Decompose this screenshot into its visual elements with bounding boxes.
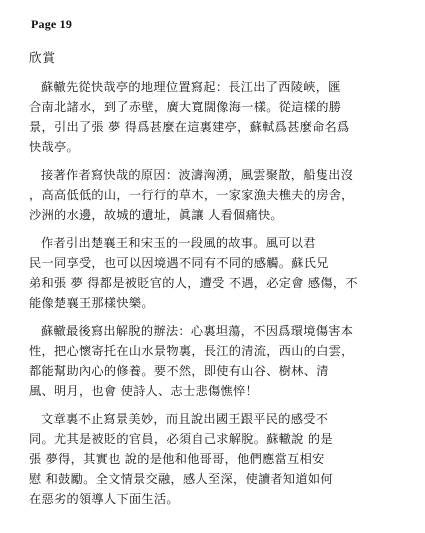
text-line: 能像楚襄王那樣快樂。 <box>29 296 154 310</box>
text-line: 蘇轍最後寫出解脫的辦法：心裏坦蕩，不因爲環境傷害本 <box>41 324 354 338</box>
text-line: 沙洲的水邊，故城的遺址，眞讓 人看個痛快。 <box>29 208 283 222</box>
text-line: 景，引出了張 夢 得爲甚麼在這裏建亭，蘇軾爲甚麼命名爲 <box>29 120 350 134</box>
page-number: Page 19 <box>31 17 73 31</box>
text-line: 快哉亭。 <box>29 140 79 154</box>
section-heading: 欣賞 <box>29 50 57 65</box>
text-line: 都能幫助內心的修養。要不然，即使有山谷、樹林、清 <box>29 364 329 378</box>
text-line: 風、明月，也會 使詩人、志士悲傷憔悴！ <box>29 384 258 398</box>
text-line: 慰 和鼓勵。全文情景交融，感人至深，使讀者知道如何 <box>29 472 333 486</box>
text-line: 文章裏不止寫景美妙，而且說出國王跟平民的感受不 <box>41 412 329 426</box>
text-line: 作者引出楚襄王和宋玉的一段風的故事。風可以君 <box>41 236 316 250</box>
text-line: 張 夢得，其實也 說的是他和他哥哥，他們應當互相安 <box>29 452 325 466</box>
text-line: ，高高低低的山，一行行的草木，一家家漁夫樵夫的房舍， <box>29 188 354 202</box>
text-line: 同。尤其是被貶的官員，必須自己求解脫。蘇轍說 的是 <box>29 432 333 446</box>
text-line: 弟和張 夢 得都是被貶官的人，遭受 不遇，必定會 感傷，不 <box>29 276 358 290</box>
text-line: 在惡劣的領導人下面生活。 <box>29 492 179 506</box>
text-line: 民一同享受，也可以因境遇不同有不同的感觸。蘇氏兄 <box>29 256 329 270</box>
text-line: 接著作者寫快哉的原因：波濤洶湧，風雲聚散，船隻出沒 <box>41 168 354 182</box>
text-line: 合南北諸水，到了赤壁，廣大寬闊像海一樣。從這樣的勝 <box>29 100 342 114</box>
text-line: 蘇轍先從快哉亭的地理位置寫起：長江出了西陵峽，匯 <box>41 80 341 94</box>
text-line: 性，把心懷寄托在山水景物裏，長江的清流，西山的白雲， <box>29 344 354 358</box>
